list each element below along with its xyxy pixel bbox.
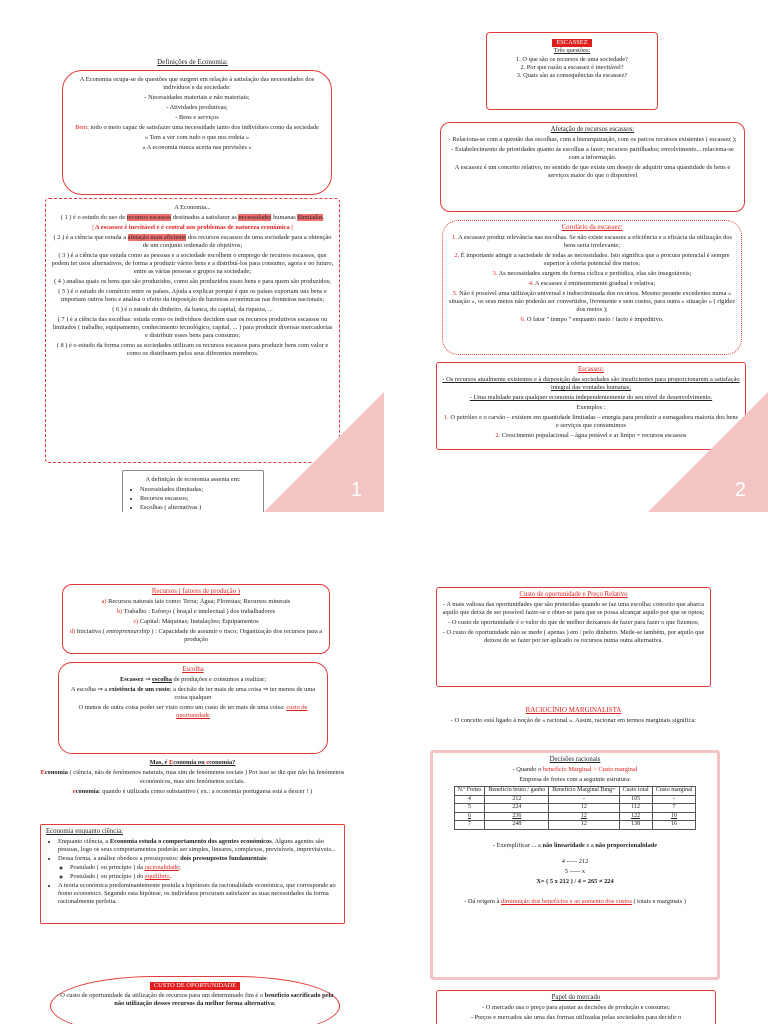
table-row: [454, 821, 696, 830]
table-cell: 7: [454, 821, 485, 830]
resources-box: [62, 584, 330, 654]
market-role-title: Papel do mercado: [551, 994, 601, 1001]
corollary-item: 4. A escassez é eminentemente gradual e relativa;: [528, 280, 656, 288]
choice-title: Escolha: [182, 666, 204, 673]
econ-def-2: ( 2 ) é a ciência que estuda a afetação mais eficiente dos recursos escassos de uma sociedade para a obtenção de um conjunto ordenado de objetivos;: [53, 234, 332, 249]
table-cell: 212: [485, 795, 549, 804]
postulate-item: ◦ Postulado ( ou princípio ) do equilíbrio.: [70, 873, 339, 881]
corollary-item: 1. A escassez produz relevância nas escolhas. Se não existe escassez a eficiência e a eficácia da utilização dos bens seria irrelevante;: [452, 234, 732, 250]
choice-point: Escassez ⇒ escolha de produções e consumos a realizar;: [120, 676, 266, 684]
three-questions-title: Três questões:: [553, 47, 591, 55]
corollary-item: 2. É importante atingir a saciedade de todas as necessidades. Isto significa que a procura potencial é sempre superior à oferta potencial dos meios;: [454, 252, 730, 268]
table-cell: 105: [619, 795, 652, 804]
choice-point: O menos de outra coisa poder ser visto como um custo de ter mais de uma coisa: custo de oportunidade: [78, 704, 308, 720]
opportunity-cost-definition: - O custo de oportunidade da utilização de recursos para um determinado fim é o benefício sacrificado pela não utilização desses recursos da melhor forma alternativa;: [56, 992, 334, 1007]
allocation-point: - Relaciona-se com a questão das escolhas, com a hierarquização, com os parcos recursos existentes ( escassez );: [448, 136, 737, 144]
calc-line: 4 ----- 212: [561, 857, 589, 865]
table-header: Custo total: [619, 787, 652, 796]
def-item: - Necessidades materiais e não materiais;: [144, 94, 250, 101]
basis-item: • Recursos escassos;: [140, 495, 258, 503]
choice-point: A escolha ⇒ a existência de um custo; a decisão de ter mais de uma coisa ⇒ ter menos de uma coisa qualquer: [70, 686, 316, 702]
market-role-box: [436, 990, 716, 1024]
table-cell: 12: [549, 804, 619, 813]
econ-def-8: ( 8 ) é o estudo da forma como as sociedades utilizam os recursos escassos para produzir bens com valor e como os distribuem pelos seus diferentes membros.: [56, 342, 329, 357]
opportunity-point: - O custo de oportunidade não se mede ( apenas ) em / pelo dinheiro. Mede-se também, por aquilo que deixou de se fazer por ter aplicado os recursos numa outra alternativa.: [442, 629, 705, 645]
table-cell: 12: [549, 821, 619, 830]
econ-def-4: ( 4 ) analisa quais os bens que são produzidos, como são produzidos esses bens e para quem são produzidos;: [54, 278, 331, 285]
table-cell: -: [652, 795, 696, 804]
freight-company-intro: Empresa de fretes com a seguinte estrutura:: [519, 776, 631, 784]
opportunity-price-box: [436, 587, 711, 687]
table-cell: 4: [454, 795, 485, 804]
quote: « Tem a ver com tudo o que nos rodeia »: [144, 134, 250, 141]
table-cell: 224: [485, 804, 549, 813]
resource-item: a) Recursos naturais tais como: Terra; Água; Florestas; Recursos minerais: [101, 598, 291, 606]
page-corner-decoration: [648, 392, 768, 512]
table-row: [454, 795, 696, 804]
econ-def-1: ( 1 ) é o estudo do uso de recursos escassos destinados a satisfazer as necessidades humanas ilimitadas.: [60, 214, 325, 221]
postulate-item: ◦ Postulado ( ou princípio ) da racionalidade;: [70, 864, 339, 872]
econ-def-5: ( 5 ) é o estudo do comércio entre os países. Ajuda a explicar porque é que os países exportam uns bens e importam outros bens e analisa o efeito da imposição de barreiras económicas nas fronteiras nacionais;: [58, 288, 327, 303]
rational-decisions-title: Decisões racionais: [549, 756, 601, 763]
resources-title: Recursos ( fatores de produção ): [151, 588, 241, 595]
resource-item: d) Iniciativa ( entrepreneurship ) : Capacidade de assumir o risco; Organização dos recursos para a produção: [69, 628, 323, 644]
bem-definition: Bem: todo o meio capaz de satisfazer uma necessidade tanto dos indivíduos como da sociedade: [75, 124, 319, 131]
allocation-point: A escassez é um conceito relativo, no sentido de que existe um desejo de adquirir uma quantidade de bens e serviços maior do que o disponível: [454, 164, 731, 180]
table-cell: 5: [454, 804, 485, 813]
scarcity-note: | A escassez é inevitável e é central nos problemas de natureza económica |: [92, 224, 293, 231]
exemplify-line: - Exemplificar ... a não linearidade e a não proporcionalidade: [492, 841, 658, 849]
example-item: 1. O petróleo e o carvão – existem em quantidade limitadas – energia para produzir a esmagadora maioria dos bens e serviços que consumimos: [443, 414, 739, 430]
table-cell: 112: [619, 804, 652, 813]
opportunity-cost-banner: CUSTO DE OPORTUNIDADE: [150, 982, 240, 990]
resource-item: c) Capital: Máquinas; Instalações; Equipamentos: [133, 618, 259, 626]
table-cell: 7: [652, 804, 696, 813]
table-header: N.º Fretes: [454, 787, 485, 796]
calc-line: 5 ----- x: [564, 867, 586, 875]
allocation-box: [440, 122, 745, 212]
econ-def-6: ( 6 ) é o estudo do dinheiro, da banca, do capital, da riqueza, ...: [112, 306, 273, 313]
economy-lowercase: economia: quando é utilizada como substantivo ( ex.: a economia portuguesa está a descer ! ): [72, 787, 313, 795]
page-2: [384, 0, 768, 512]
consequence-line: - Dá origem à diminuição dos benefícios e ao aumento dos custos ( totais e marginais ): [464, 897, 686, 905]
resource-item: b) Trabalho : Esforço ( braçal e intelectual ) dos trabalhadores: [116, 608, 276, 616]
science-point: • Dessa forma, a análise obedece a pressupostos: dois pressupostos fundamentais: ◦ Postulado ( ou princípio ) da racionalidade; ◦ Postulado ( ou princípio ) do equilíbrio.: [58, 855, 339, 881]
opportunity-price-title: Custo de oportunidade e Preço Relativo: [519, 591, 628, 598]
table-header: Custo marginal: [652, 787, 696, 796]
table-cell: 6: [454, 812, 485, 821]
table-cell: 122: [619, 812, 652, 821]
opportunity-cost-box: [50, 976, 340, 1024]
definitions-title: Definições de Economia:: [157, 58, 228, 66]
example-item: 2. Crescimento populacional – água potável e ar limpo = recursos escassos: [495, 432, 687, 440]
quote: « A economia nunca acerta nas previsões »: [142, 144, 252, 151]
table-row: [454, 812, 696, 821]
table-cell: 138: [619, 821, 652, 830]
marginal-reasoning: [436, 706, 711, 727]
table-cell: 12: [549, 812, 619, 821]
basis-item: • Escolhas ( alternativas ): [140, 504, 258, 512]
examples-title: Exemplos :: [576, 404, 606, 412]
table-cell: 248: [485, 821, 549, 830]
page-number: 1: [350, 479, 362, 501]
question-3: 3. Quais são as consequências da escassez?: [516, 72, 628, 80]
question-1: 1. O que são os recursos de uma sociedade?: [516, 55, 628, 63]
table-cell: 236: [485, 812, 549, 821]
corollary-item: 6. O fator " tempo " enquanto meio / facto é impeditivo.: [520, 316, 664, 324]
marginal-reasoning-title: RACIOCÍNIO MARGINALISTA: [525, 706, 622, 714]
science-title: Economia enquanto ciência:: [46, 828, 123, 835]
econ-def-7: ( 7 ) é a ciência das escolhas: estuda como os indivíduos decidem usar os recursos produtivos escassos ou limitados ( trabalho, equipamento, conhecimento tecnológico, capital, ... ) para produzir diversas mercadorias e distribuir esses bens para consumo;: [52, 316, 333, 339]
basis-title: A definição de economia assenta em:: [145, 476, 241, 483]
corollary-item: 5. Não é possível uma utilização universal e indiscriminada dos recursos. Mesmo perante excedentes numa « situação », os seus meios não poderão ser convertidos, livremente e sem custos, para outra « situação » ( rigidez dos meios );: [448, 290, 736, 314]
table-cell: 10: [652, 812, 696, 821]
science-box: [40, 824, 345, 924]
scarcity-scroll: [486, 32, 658, 110]
opportunity-point: - A mais valiosa das oportunidades que são preteridas quando se faz uma escolha: conceito que abarca aquilo que deixa de ser possível fazer-se e obter-se para que se possa alcançar aquilo por que se optou;: [442, 601, 705, 617]
corollary-title: Corolário da escassez:: [561, 224, 623, 231]
opportunity-point: - O custo de oportunidade é o valor do que de melhor deixamos de fazer para fazer o que fizemos;: [448, 619, 699, 627]
market-point: - O mercado usa o preço para ajustar as decisões de produção e consumo;: [482, 1004, 670, 1012]
table-header: Benefício Marginal Bmg=: [549, 787, 619, 796]
freight-table: [454, 786, 697, 830]
scarcity-banner: ESCASSEZ: [552, 39, 591, 47]
corollary-item: 3. As necessidades surgem de forma cíclica e periódica, elas são insegotáveis;: [492, 270, 692, 278]
calc-result: X= ( 5 x 212 ) / 4 = 265 ≠ 224: [536, 877, 614, 885]
def-item: - Bens e serviços: [175, 114, 219, 121]
allocation-title: Afetação de recursos escassos:: [550, 126, 635, 133]
table-row: [454, 804, 696, 813]
question-2: 2. Por que razão a escassez é inevitável?: [520, 63, 624, 71]
market-point: - Preços e mercados são uma das formas utilizadas pelas sociedades para decidir o: [470, 1014, 682, 1022]
table-cell: -: [549, 795, 619, 804]
page-4: [384, 512, 768, 1024]
econ-def-3: ( 3 ) é a ciência que estuda como as pessoas e a sociedade escolhem o emprego de recursos escassos, que podem ter usos alternativos, de forma a produzir vários bens e a distribuí-los para consumo, agora e no futuro, entre as várias pessoas e grupos na sociedade;: [51, 252, 334, 275]
choice-box: [58, 662, 328, 754]
scarcity-point: - Uma realidade para qualquer economia independentemente do seu nível de desenvolvimento.: [469, 394, 713, 402]
science-point: • Enquanto ciência, a Economia estuda o comportamento dos agentes económicos. Alguns agentes são pessoas, logo os seus comportamentos poderão ser simples, lineares, complexos, previsíveis, imprevisíveis...: [58, 838, 339, 854]
basis-item: • Necessidades ilimitadas;: [140, 486, 258, 494]
science-point: • A teoria económica predominantemente postula a hipóteses da racionalidade económica, que corresponde ao homo economics. Segundo esta hipótese, os indivíduos procuram satisfazer as suas necessidades da forma racionalmente perfeita.: [58, 882, 339, 906]
definitions-box: [62, 70, 332, 195]
table-header-row: [454, 787, 696, 796]
corollary-box: [442, 220, 742, 355]
definition-basis-box: [122, 470, 264, 512]
page-3: [0, 512, 384, 1024]
page-number: 2: [734, 479, 746, 501]
rational-decisions-box: [430, 750, 720, 980]
table-cell: 16: [652, 821, 696, 830]
def-item: - Atividades produtivas;: [166, 104, 228, 111]
definitions-intro: A Economia ocupa-se de questões que surgem em relação à satisfação das necessidades dos indivíduos e da sociedade:: [79, 76, 315, 91]
table-header: Benefício bruto / ganho: [485, 787, 549, 796]
rational-decisions-condition: - Quando o benefício Marginal > Custo marginal: [512, 766, 638, 774]
page-corner-decoration: [264, 392, 384, 512]
marginal-reasoning-text: - O conceito está ligado à noção de « racional ». Assim, racionar em termos marginais significa:: [450, 717, 697, 725]
scarcity-title: Escassez:: [577, 366, 605, 373]
econ-head: A Economia...: [174, 204, 211, 211]
page-1: [0, 0, 384, 512]
allocation-point: - Estabelecimento de prioridades quanto às escolhas a fazer; recursos partilhados; envolvimento... relaciona-se com a informação.: [451, 146, 734, 162]
economy-question: [40, 759, 345, 798]
economy-question-title: Mas, é Economia ou economia?: [149, 759, 236, 766]
economy-uppercase: Economia ( ciência, não de fenómenos naturais, mas sim de fenómenos sociais ) Por isso se diz que não há fenómenos económicos, mas sim fenómenos sociais.: [40, 769, 345, 785]
scarcity-point: - Os recursos atualmente existentes e à disposição das sociedades são insuficientes para proporcionarem a satisfação integral das vontades humanas;: [442, 376, 740, 392]
